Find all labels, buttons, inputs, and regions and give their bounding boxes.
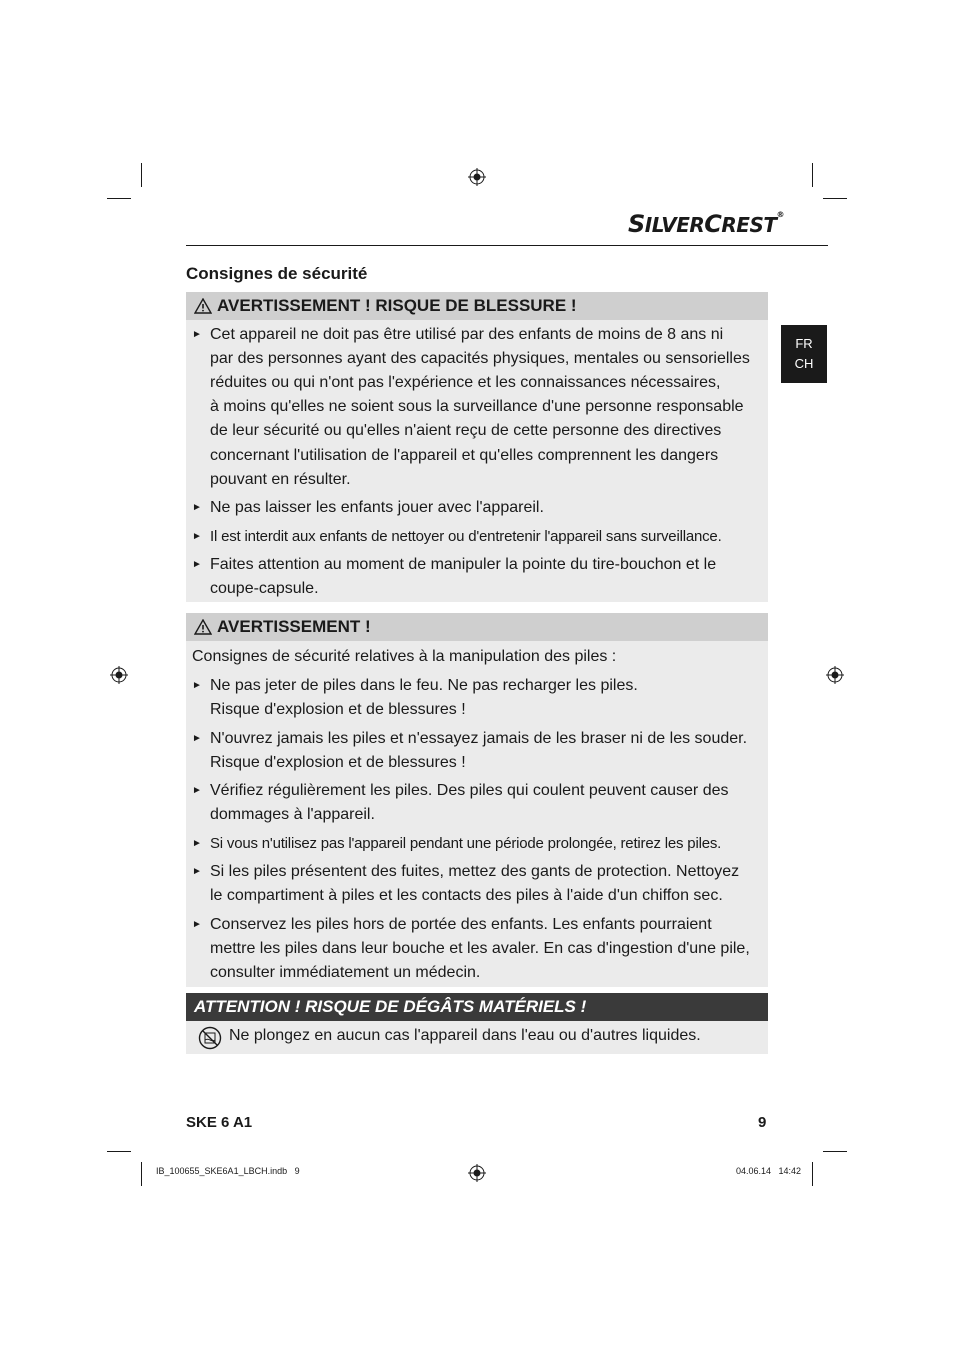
battery-line: Si les piles présentent des fuites, mettez des gants de protection. Nettoyez [210, 863, 740, 880]
no-immersion-icon [198, 1026, 222, 1050]
warning-line: Ne pas laisser les enfants jouer avec l'appareil. [210, 499, 544, 516]
registration-mark-icon [468, 1164, 486, 1182]
battery-line: Conservez les piles hors de portée des enfants. Les enfants pourraient [210, 916, 712, 933]
warning-line: réduites ou qui n'ont pas l'expérience et les connaissances nécessaires, [210, 374, 721, 391]
warning-triangle-icon [194, 619, 212, 635]
registration-mark-icon [468, 168, 486, 186]
model-number: SKE 6 A1 [186, 1114, 253, 1131]
warning-line: par des personnes ayant des capacités physiques, mentales ou sensorielles [210, 350, 750, 367]
warning-injury-title [186, 292, 768, 320]
bullet-arrow-icon: ► [192, 733, 202, 744]
battery-line: N'ouvrez jamais les piles et n'essayez jamais de les braser ni de les souder. [210, 730, 748, 747]
crop-mark [107, 1151, 131, 1152]
warning-triangle-icon [194, 298, 212, 314]
attention-text: Ne plongez en aucun cas l'appareil dans l'eau ou d'autres liquides. [229, 1027, 701, 1044]
battery-line: consulter immédiatement un médecin. [210, 964, 481, 981]
crop-mark [107, 198, 131, 199]
warning-line: Faites attention au moment de manipuler la pointe du tire-bouchon et le [210, 556, 717, 573]
country-code: CH [794, 356, 814, 371]
attention-title [186, 993, 768, 1021]
language-code: FR [795, 336, 813, 351]
print-slug-file: IB_100655_SKE6A1_LBCH.indb 9 [156, 1166, 300, 1176]
crop-mark [823, 1151, 847, 1152]
battery-line: dommages à l'appareil. [210, 806, 375, 823]
page-number: 9 [758, 1114, 767, 1131]
warning-injury-heading: AVERTISSEMENT ! RISQUE DE BLESSURE ! [217, 296, 577, 315]
warning-batteries-heading: AVERTISSEMENT ! [217, 617, 371, 636]
warning-batteries-title [186, 613, 768, 641]
crop-mark [812, 163, 813, 187]
bullet-arrow-icon: ► [192, 680, 202, 691]
language-tab [781, 325, 827, 383]
battery-line: Risque d'explosion et de blessures ! [210, 701, 466, 718]
battery-line: le compartiment à piles et les contacts des piles à l'aide d'un chiffon sec. [210, 887, 723, 904]
battery-line: mettre les piles dans leur bouche et les avaler. En cas d'ingestion d'une pile, [210, 940, 750, 957]
battery-line: Vérifiez régulièrement les piles. Des piles qui coulent peuvent causer des [210, 782, 729, 799]
brand-logo: SILVERCREST® [628, 210, 785, 238]
header-rule [186, 245, 828, 246]
print-slug-date: 04.06.14 14:42 [736, 1166, 802, 1176]
crop-mark [141, 1162, 142, 1186]
bullet-arrow-icon: ► [192, 838, 202, 849]
bullet-arrow-icon: ► [192, 531, 202, 542]
warning-line: de leur sécurité ou qu'elles n'aient reçu de cette personne des directives [210, 422, 722, 439]
bullet-arrow-icon: ► [192, 329, 202, 340]
warning-batteries-box [186, 613, 768, 987]
bullet-arrow-icon: ► [192, 919, 202, 930]
crop-mark [141, 163, 142, 187]
attention-heading: ATTENTION ! RISQUE DE DÉGÂTS MATÉRIELS ! [194, 997, 587, 1016]
warning-line: Cet appareil ne doit pas être utilisé par des enfants de moins de 8 ans ni [210, 326, 724, 343]
battery-line: Ne pas jeter de piles dans le feu. Ne pas recharger les piles. [210, 677, 638, 694]
bullet-arrow-icon: ► [192, 502, 202, 513]
battery-line: Risque d'explosion et de blessures ! [210, 754, 466, 771]
registration-mark-icon [826, 666, 844, 684]
bullet-arrow-icon: ► [192, 559, 202, 570]
warning-line: pouvant en résulter. [210, 471, 351, 488]
attention-box [186, 993, 768, 1054]
bullet-arrow-icon: ► [192, 866, 202, 877]
warning-injury-box [186, 292, 768, 602]
warning-batteries-intro: Consignes de sécurité relatives à la manipulation des piles : [192, 648, 617, 665]
warning-line: à moins qu'elles ne soient sous la surveillance d'une personne responsable [210, 398, 744, 415]
battery-line: Si vous n'utilisez pas l'appareil pendant une période prolongée, retirez les piles. [210, 835, 722, 852]
warning-line: coupe-capsule. [210, 580, 319, 597]
section-title: Consignes de sécurité [186, 264, 368, 283]
registration-mark-icon [110, 666, 128, 684]
warning-line: concernant l'utilisation de l'appareil et qu'elles comprennent les dangers [210, 447, 719, 464]
crop-mark [823, 198, 847, 199]
bullet-arrow-icon: ► [192, 785, 202, 796]
crop-mark [812, 1162, 813, 1186]
warning-line: Il est interdit aux enfants de nettoyer ou d'entretenir l'appareil sans surveillance. [210, 528, 722, 545]
